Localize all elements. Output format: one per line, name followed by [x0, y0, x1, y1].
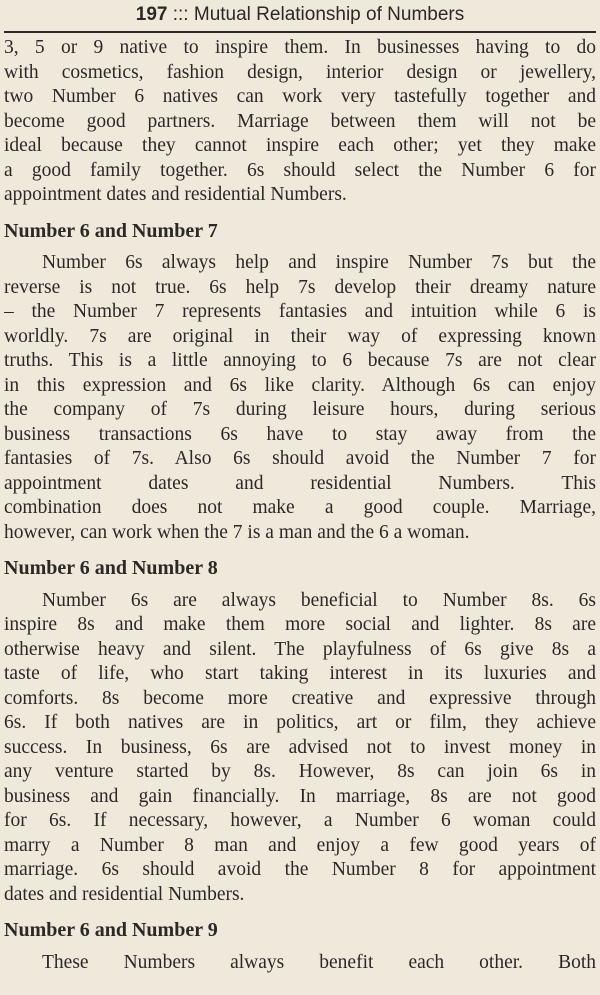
text-line: business and gain financially. In marriage, 8s are not good: [4, 785, 596, 807]
text-line: any venture started by 8s. However, 8s can join 6s in: [4, 761, 596, 782]
page-body: [4, 26, 596, 975]
text-line: combination does not make a good couple. Marriage,: [4, 497, 596, 518]
text-line: reverse is not true. 6s help 7s develop their dreamy nature: [4, 276, 596, 298]
section: [4, 36, 596, 208]
text-line: Number 6s are always beneficial to Number 8s. 6s: [42, 589, 596, 611]
running-header: [0, 2, 600, 28]
text-line: 3, 5 or 9 native to inspire them. In businesses having to do: [4, 37, 596, 58]
text-line: marriage. 6s should avoid the Number 8 for appointment: [4, 859, 596, 880]
text-line: for 6s. If necessary, however, a Number 6 woman could: [4, 810, 596, 831]
header-separator: :::: [172, 4, 189, 25]
text-line: dates and residential Numbers.: [4, 883, 245, 905]
text-line: otherwise heavy and silent. The playfulness of 6s give 8s a: [4, 638, 596, 660]
text-line: worldly. 7s are original in their way of expressing known: [4, 325, 596, 347]
text-line: business transactions 6s have to stay away from the: [4, 423, 596, 445]
text-line: truths. This is a little annoying to 6 because 7s are not clear: [4, 350, 596, 371]
text-line: comforts. 8s become more creative and expressive through: [4, 687, 596, 709]
text-line: appointment dates and residential Numbers. This: [4, 472, 596, 494]
text-line: in this expression and 6s like clarity. Although 6s can enjoy: [4, 374, 596, 396]
text-line: ideal because they cannot inspire each other; yet they make: [4, 135, 596, 156]
text-line: These Numbers always benefit each other. Both: [42, 951, 596, 973]
section: [4, 219, 596, 546]
text-line: appointment dates and residential Numbers.: [4, 184, 347, 205]
section: [4, 556, 596, 907]
text-line: Number 6s always help and inspire Number 7s but the: [42, 252, 596, 273]
text-line: marry a Number 8 man and enjoy a few good years of: [4, 834, 596, 856]
text-line: inspire 8s and make them more social and lighter. 8s are: [4, 614, 596, 635]
text-line: taste of life, who start taking interest in its luxuries and: [4, 663, 596, 684]
chapter-title: Mutual Relationship of Numbers: [193, 4, 465, 25]
page-number: 197: [135, 4, 168, 25]
section-heading: Number 6 and Number 9: [4, 919, 218, 941]
section-heading: Number 6 and Number 8: [4, 557, 218, 579]
text-line: fantasies of 7s. Also 6s should avoid the Number 7 for: [4, 448, 596, 469]
text-line: with cosmetics, fashion design, interior design or jewellery,: [4, 61, 596, 83]
text-line: success. In business, 6s are advised not to invest money in: [4, 736, 596, 758]
section: [4, 918, 596, 975]
text-line: a good family together. 6s should select the Number 6 for: [4, 159, 596, 181]
text-line: however, can work when the 7 is a man and the 6 a woman.: [4, 521, 470, 543]
text-line: two Number 6 natives can work very tastefully together and: [4, 86, 596, 107]
section-heading: Number 6 and Number 7: [4, 219, 218, 242]
text-line: the company of 7s during leisure hours, during serious: [4, 399, 596, 420]
text-line: – the Number 7 represents fantasies and intuition while 6 is: [4, 301, 596, 322]
text-line: 6s. If both natives are in politics, art or film, they achieve: [4, 712, 596, 733]
text-line: become good partners. Marriage between them will not be: [4, 110, 596, 132]
